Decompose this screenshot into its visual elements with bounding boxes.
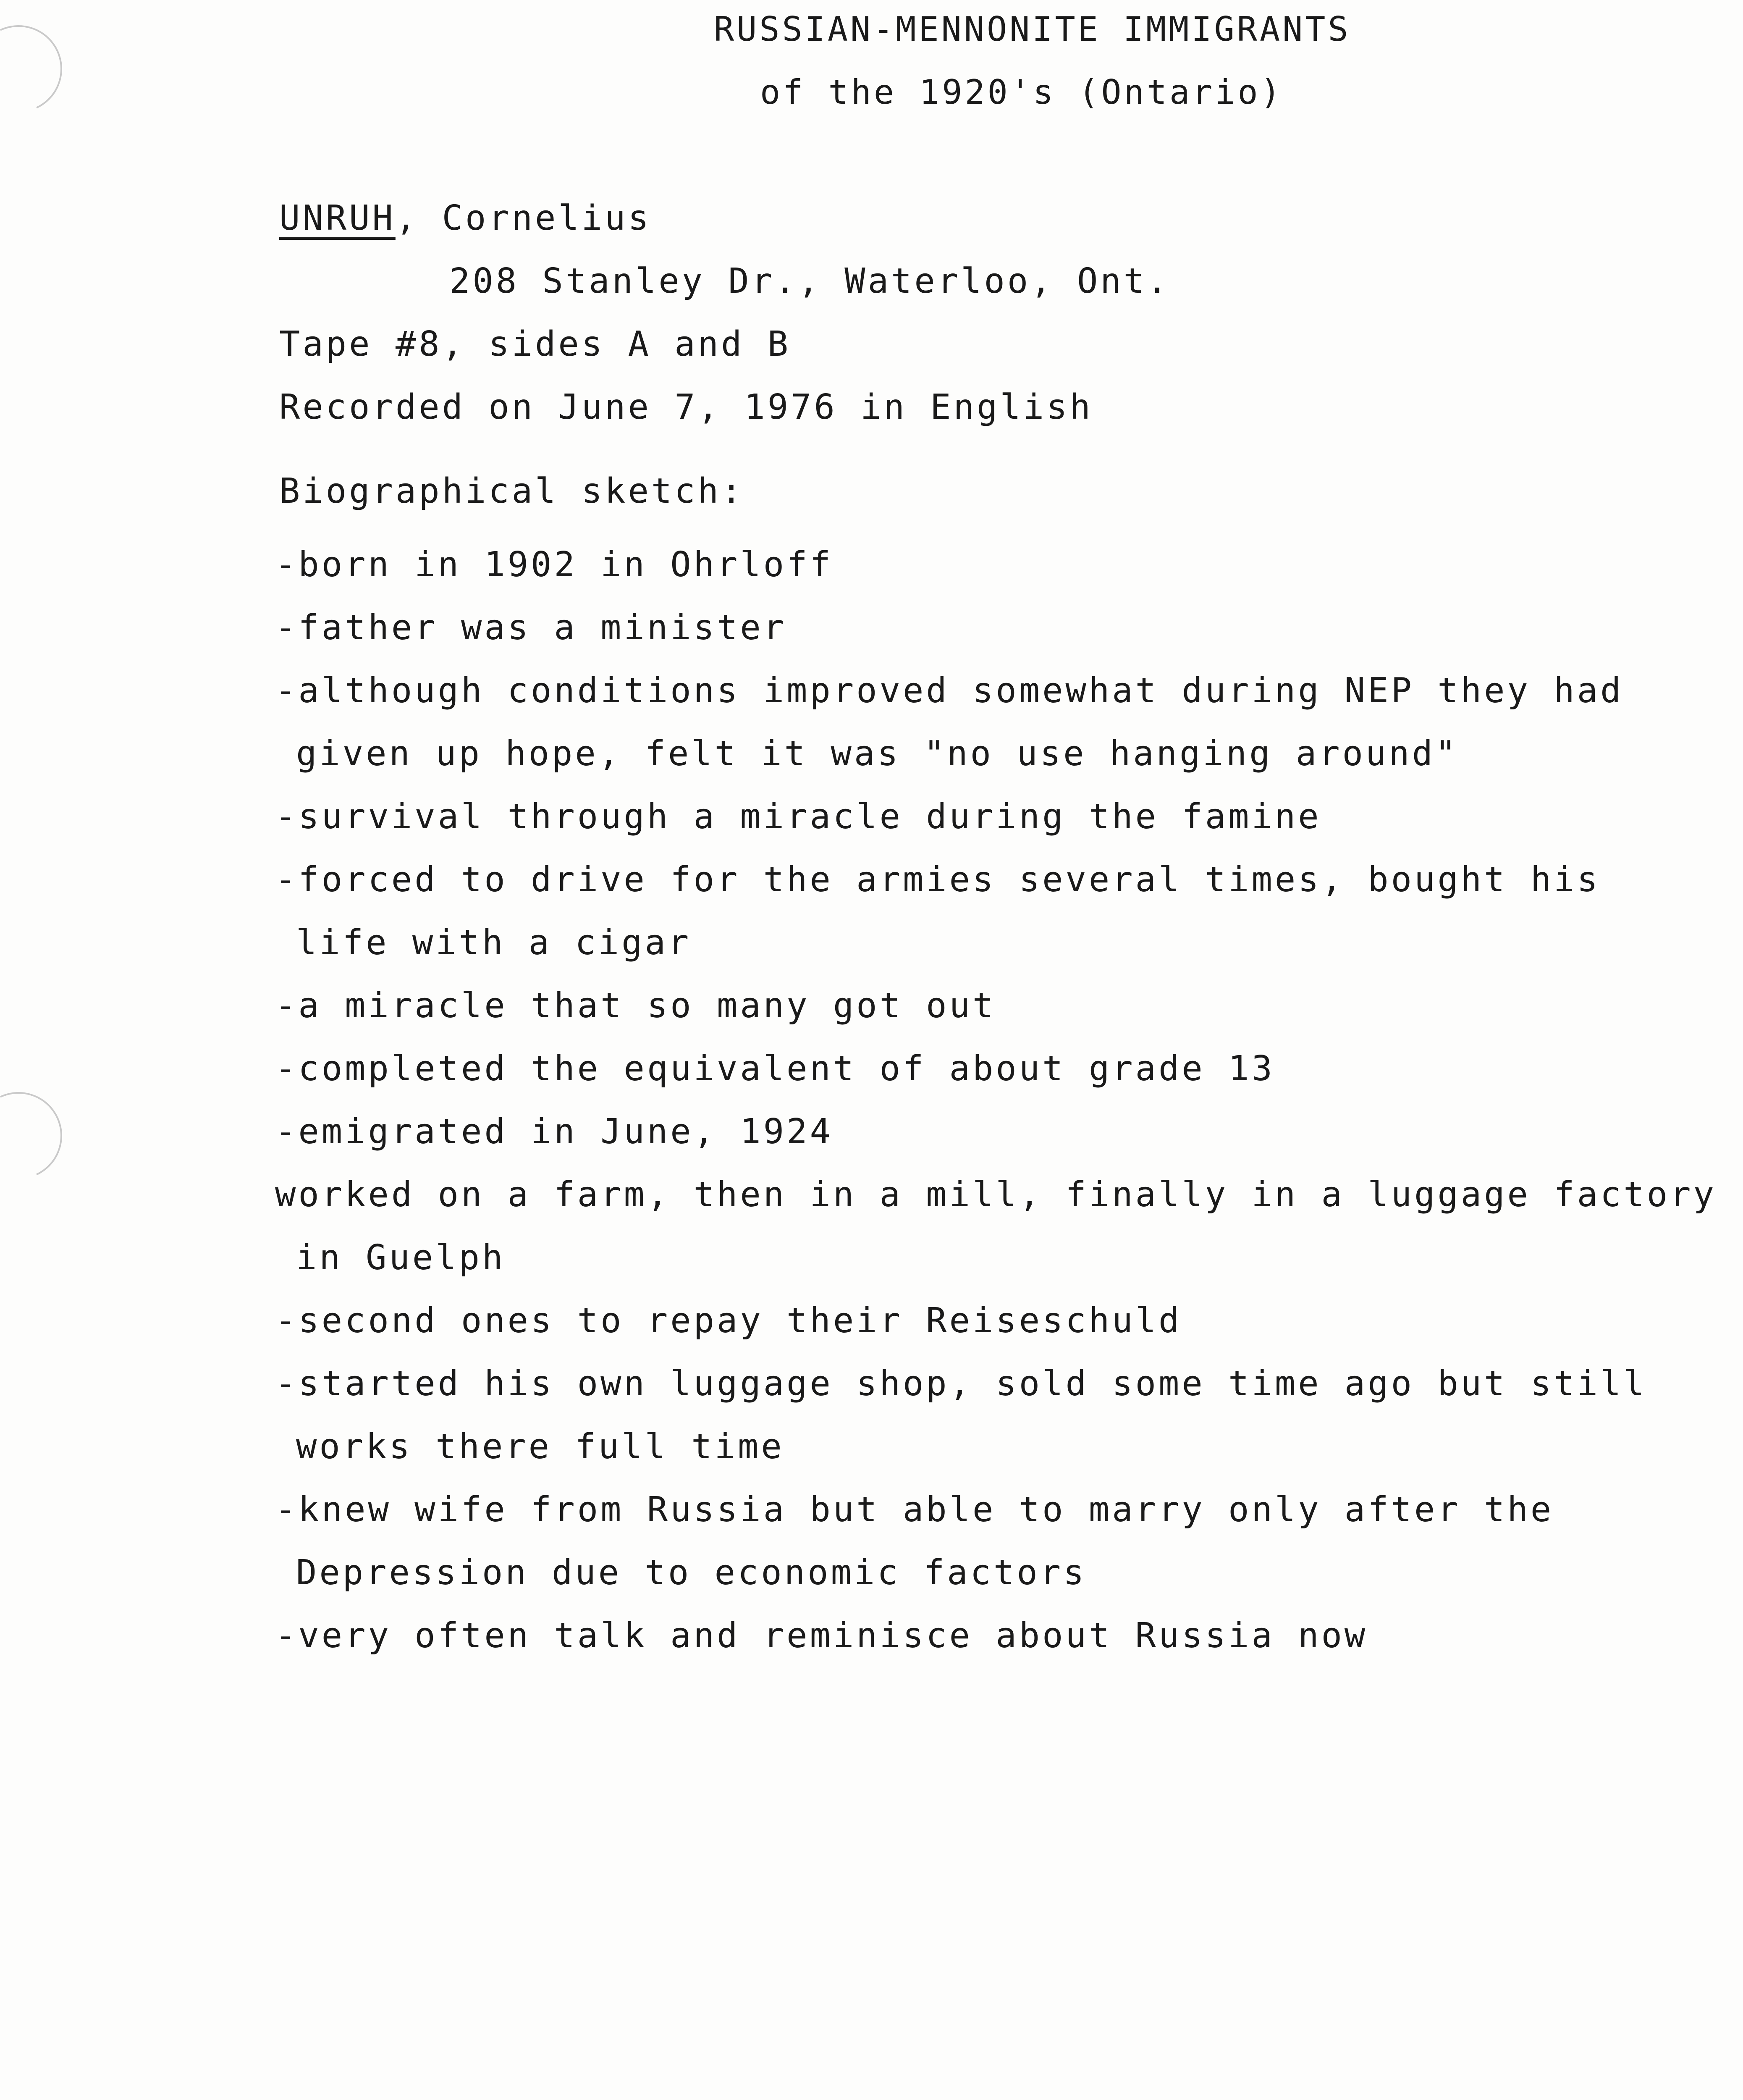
subject-surname: UNRUH	[279, 198, 396, 238]
binder-hole	[0, 1080, 74, 1192]
document-title: RUSSIAN-MENNONITE IMMIGRANTS	[714, 10, 1351, 49]
list-item: -emigrated in June, 1924	[275, 1112, 833, 1152]
list-item: -very often talk and reminisce about Russia now	[275, 1616, 1368, 1656]
list-item: -completed the equivalent of about grade 13	[275, 1049, 1275, 1089]
tape-info: Tape #8, sides A and B	[279, 324, 791, 364]
recording-info: Recorded on June 7, 1976 in English	[279, 387, 1093, 427]
list-item: worked on a farm, then in a mill, finally in a luggage factory in Guelph	[275, 1175, 1717, 1278]
sketch-list	[275, 533, 1724, 1667]
list-item: -although conditions improved somewhat during NEP they had given up hope, felt it was "no use hanging around"	[275, 671, 1624, 774]
document-subtitle: of the 1920's (Ontario)	[760, 73, 1283, 112]
subject-address: 208 Stanley Dr., Waterloo, Ont.	[449, 261, 1170, 301]
subject-name	[279, 197, 651, 239]
list-item: -knew wife from Russia but able to marry only after the Depression due to economic factors	[275, 1490, 1554, 1593]
list-item: -born in 1902 in Ohrloff	[275, 545, 833, 585]
list-item: -a miracle that so many got out	[275, 986, 996, 1026]
list-item: -father was a minister	[275, 608, 787, 648]
list-item: -survival through a miracle during the famine	[275, 797, 1321, 837]
sketch-heading: Biographical sketch:	[279, 471, 744, 511]
list-item: -started his own luggage shop, sold some time ago but still works there full time	[275, 1364, 1647, 1467]
list-item: -forced to drive for the armies several times, bought his life with a cigar	[275, 860, 1600, 963]
subject-given-name: , Cornelius	[395, 198, 651, 238]
binder-hole	[0, 13, 74, 125]
list-item: -second ones to repay their Reiseschuld	[275, 1301, 1182, 1341]
